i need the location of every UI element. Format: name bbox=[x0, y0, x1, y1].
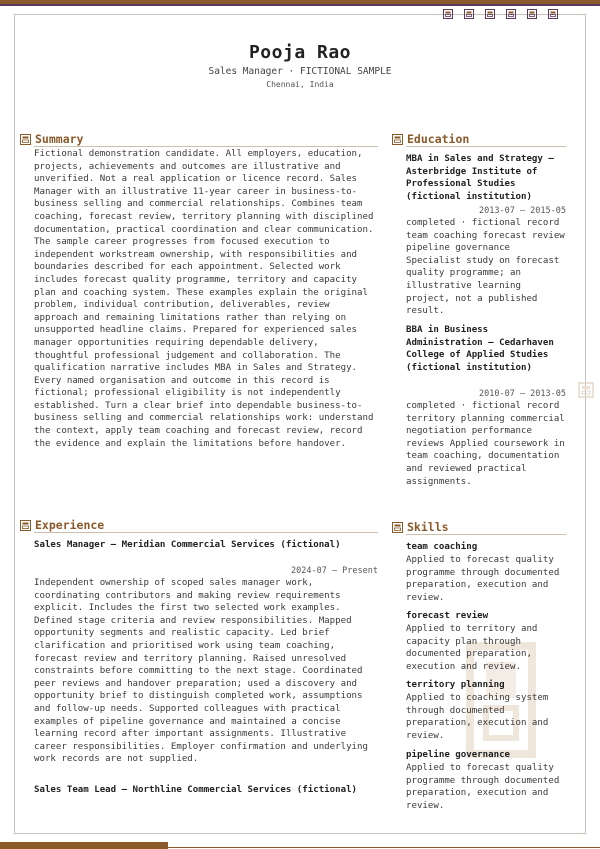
section-icon bbox=[20, 520, 31, 531]
skill-name: territory planning bbox=[406, 680, 505, 690]
resume-header bbox=[0, 42, 600, 90]
skill-text: Applied to coaching system through documented preparation, execution and review. bbox=[406, 693, 549, 741]
experience-heading bbox=[20, 518, 104, 532]
top-secondary-bar bbox=[0, 4, 600, 6]
summary-heading bbox=[20, 132, 83, 146]
top-ornaments bbox=[443, 9, 558, 19]
education-entry-text: completed · fictional record team coaching forecast review pipeline governance Specialist study on forecast quality programme; an illustrative learning project, not a published result. bbox=[406, 218, 565, 317]
experience-entry-text: Independent ownership of scoped sales manager work, coordinating contributors and making review requirements explicit. Includes the first two selected work examples. Defined stage criteria and review responsibilities. Mapped opportunity segments and realistic capacity. Led brief clarification and prioritised work using team coaching, forecast review and territory planning. Raised unresolved constraints before committing to the next stage. Coordinated peer reviews and handover preparation; used a discovery and opportunity brief to distinguish completed work, assumptions and follow-up needs. Supported colleagues with practical examples of pipeline governance and maintained a concise learning record after important assignments. Illustrative career responsibilities. Employer confirmation and underlying work records are not supplied. bbox=[34, 578, 368, 765]
ornament-icon bbox=[506, 9, 516, 19]
experience-entry-dates: 2024-07 – Present bbox=[291, 566, 378, 576]
candidate-location: Chennai, India bbox=[266, 80, 334, 89]
ornament-icon bbox=[527, 9, 537, 19]
experience-title: Experience bbox=[35, 518, 105, 532]
education-entry-title: MBA in Sales and Strategy — Asterbridge Institute of Professional Studies (fictional institution) bbox=[406, 154, 554, 202]
skill-text: Applied to forecast quality programme through documented preparation, execution and review. bbox=[406, 763, 560, 811]
skills-rule bbox=[406, 534, 566, 535]
side-ornament-icon bbox=[578, 382, 594, 402]
bottom-accent-bar bbox=[0, 842, 168, 849]
experience-entry-title: Sales Manager — Meridian Commercial Services (fictional) bbox=[34, 540, 341, 550]
skills-title: Skills bbox=[407, 520, 449, 534]
ornament-icon bbox=[443, 9, 453, 19]
education-entry-text: completed · fictional record territory planning commercial negotiation performance reviews Applied coursework in team coaching, documentation and reviewed practical assignments. bbox=[406, 401, 565, 487]
bottom-accent-line bbox=[168, 847, 600, 848]
education-title: Education bbox=[407, 132, 470, 146]
summary-title: Summary bbox=[35, 132, 84, 146]
education-entry-dates: 2013-07 – 2015-05 bbox=[479, 206, 566, 216]
experience-rule bbox=[34, 532, 378, 533]
ornament-icon bbox=[485, 9, 495, 19]
skill-name: team coaching bbox=[406, 542, 478, 552]
education-entry-title: BBA in Business Administration — Cedarhaven College of Applied Studies (fictional institution) bbox=[406, 325, 554, 373]
ornament-icon bbox=[464, 9, 474, 19]
candidate-name: Pooja Rao bbox=[248, 42, 352, 63]
section-icon bbox=[392, 522, 403, 533]
section-icon bbox=[20, 134, 31, 145]
skill-name: pipeline governance bbox=[406, 750, 511, 760]
education-entry-dates: 2010-07 – 2013-05 bbox=[479, 389, 566, 399]
education-heading bbox=[392, 132, 469, 146]
skill-text: Applied to territory and capacity plan through documented preparation, execution and review. bbox=[406, 624, 538, 672]
summary-rule bbox=[34, 146, 378, 147]
experience-entry-title: Sales Team Lead — Northline Commercial Services (fictional) bbox=[34, 785, 358, 795]
summary-text: Fictional demonstration candidate. All employers, education, projects, achievements and outcomes are illustrative and unverified. Not a real application or licence record. Sales Manager with an illustrative 11-year career in business-to-business selling and commercial relationships. Combines team coaching, forecast review, territory planning with disciplined documentation, practical coordination and clear communication. The sample career progresses from focused execution to independent workstream ownership, with responsibilities and boundaries described for each appointment. Selected work includes forecast quality programme, territory and capacity plan and coaching system. These examples explain the original problem, individual contribution, deliverables, review approach and remaining limitations rather than relying on unsupported headline claims. Prepared for experienced sales manager opportunities requiring dependable delivery, thoughtful professional judgement and collaboration. The qualification narrative includes MBA in Sales and Strategy. Every named organisation and outcome in this record is fictional; professional eligibility is not independently established. Turn a clear brief into dependable business-to-business selling and commercial relationships work: understand the context, apply team coaching and forecast review, record the evidence and explain the limitations before handover. bbox=[34, 149, 374, 449]
ornament-icon bbox=[548, 9, 558, 19]
section-icon bbox=[392, 134, 403, 145]
candidate-subtitle: Sales Manager · FICTIONAL SAMPLE bbox=[208, 66, 392, 77]
skill-text: Applied to forecast quality programme through documented preparation, execution and review. bbox=[406, 555, 560, 603]
skill-name: forecast review bbox=[406, 611, 489, 621]
skills-heading bbox=[392, 520, 449, 534]
education-rule bbox=[406, 146, 566, 147]
